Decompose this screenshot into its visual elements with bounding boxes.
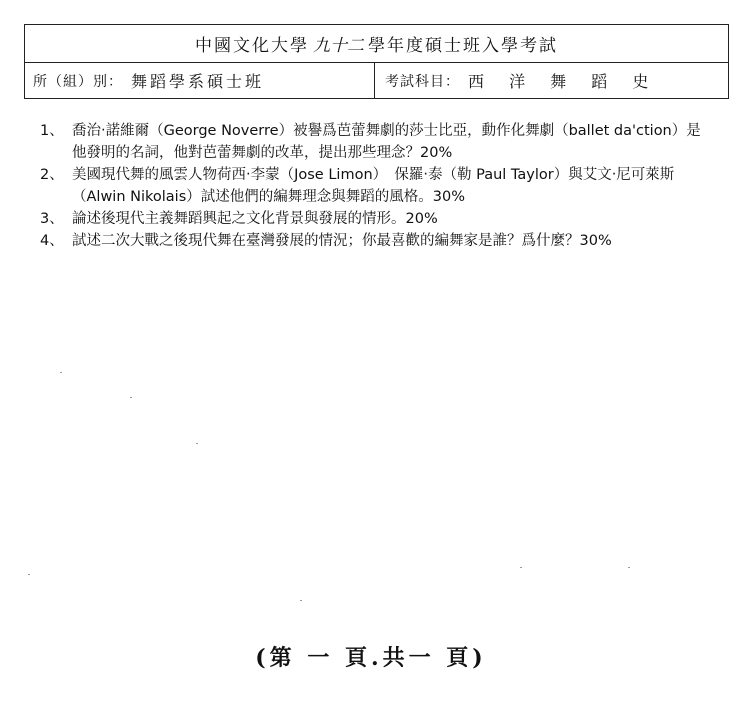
academic-year: 九十二 (313, 36, 364, 56)
question-item (40, 164, 702, 208)
department-label: 所（組）別： (33, 73, 123, 90)
question-text: 論述後現代主義舞蹈興起之文化背景與發展的情形。20% (72, 211, 438, 227)
exam-name: 學年度碩士班入學考試 (368, 36, 558, 56)
question-list (40, 120, 702, 252)
question-number: 2、 (40, 167, 64, 183)
scan-speck (520, 567, 522, 568)
question-item (40, 230, 702, 252)
question-text: 喬治‧諾維爾（George Noverre）被譽爲芭蕾舞劇的莎士比亞，動作化舞劇（ballet da'ction）是他發明的名詞，他對芭蕾舞劇的改革，提出那些理念？20% (72, 123, 701, 161)
subject-label: 考試科目： (385, 73, 460, 90)
scan-speck (300, 600, 302, 601)
subject-cell (375, 63, 728, 98)
question-item (40, 120, 702, 164)
question-number: 4、 (40, 233, 64, 249)
scan-speck (60, 372, 62, 373)
question-text: 美國現代舞的風雲人物荷西‧李蒙（Jose Limon） 保羅‧泰（勒 Paul Taylor）與艾文‧尼可萊斯（Alwin Nikolais）試述他們的編舞理念與舞蹈的風格。30% (72, 167, 675, 205)
question-number: 3、 (40, 211, 64, 227)
question-number: 1、 (40, 123, 64, 139)
scan-speck (28, 574, 30, 575)
exam-header-box (24, 24, 729, 99)
question-item (40, 208, 702, 230)
department-value: 舞蹈學系碩士班 (131, 72, 265, 91)
scan-speck (196, 443, 198, 444)
scan-speck (130, 397, 132, 398)
university-name: 中國文化大學 (195, 36, 309, 56)
exam-title (25, 25, 728, 63)
department-cell (25, 63, 375, 98)
question-text: 試述二次大戰之後現代舞在臺灣發展的情況；你最喜歡的編舞家是誰？爲什麼？30% (72, 233, 612, 249)
page-footer: (第 一 頁.共一 頁) (255, 645, 487, 671)
subject-value: 西 洋 舞 蹈 史 (468, 72, 659, 91)
scan-speck (628, 567, 630, 568)
exam-info-row (25, 63, 728, 98)
